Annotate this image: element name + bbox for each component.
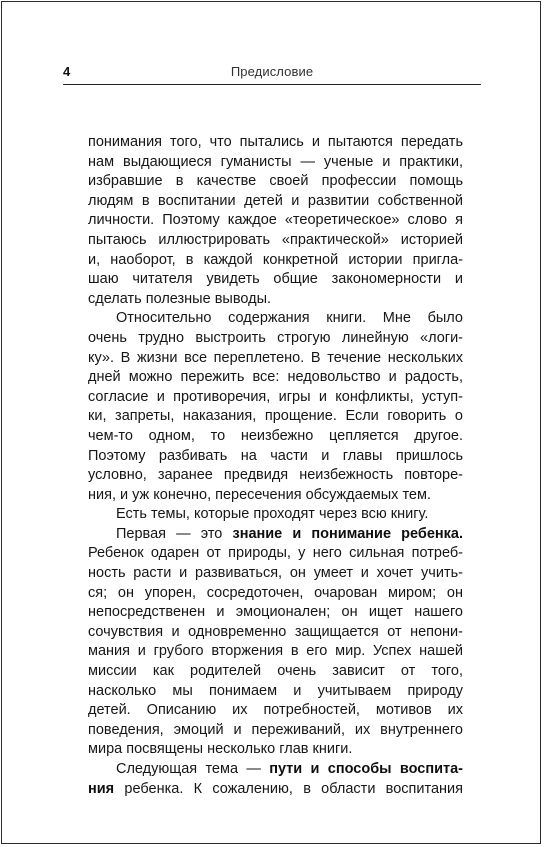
section-title: Предисловие (230, 64, 314, 79)
text-line: людям в воспитании детей и развитии собственной (88, 192, 463, 209)
text-line: избравшие в качестве своей профессии помощь (88, 173, 463, 190)
text-line: личности. Поэтому каждое «теоретическое» слово я (88, 212, 463, 229)
paragraph-start (88, 525, 463, 545)
text-line: ния, и уж конечно, пересечения обсуждаемых тем. (88, 486, 431, 503)
text-line: поведения, эмоций и переживаний, их внутреннего (88, 721, 463, 738)
text-line: Ребенок одарен от природы, у него сильная потреб- (88, 545, 463, 562)
text-line: условно, заранее предвидя неизбежность повторе- (88, 467, 463, 484)
text-run: Следующая тема — (116, 761, 270, 777)
text-line: детей. Описанию их потребностей, мотивов их (88, 702, 463, 719)
running-head (63, 62, 481, 85)
text-line: ку». В жизни все переплетено. В течение нескольких (88, 349, 463, 366)
paragraph-start: Относительно содержания книги. Мне было (116, 310, 463, 327)
text-line: очень трудно выстроить строгую линейную «логи- (88, 329, 463, 346)
text-line: сочувствия и одновременно защищается от непони- (88, 623, 463, 640)
text-run: ребенка. К сожалению, в области воспитания (114, 780, 463, 797)
text-line: пытаюсь иллюстрировать «практической» историей (88, 231, 463, 248)
text-line: ность расти и развиваться, он умеет и хочет учить- (88, 565, 463, 582)
text-line: сделать полезные выводы. (88, 290, 272, 307)
text-line: понимания того, что пытались и пытаются передать (88, 134, 463, 150)
text-line: мира посвящены несколько глав книги. (88, 741, 353, 758)
paragraph-start: Есть темы, которые проходят через всю книгу. (116, 506, 429, 523)
text-line: дней можно пережить все: недовольство и радость, (88, 369, 463, 386)
page-number: 4 (63, 64, 71, 79)
text-line: мания и грубого вторжения в его мир. Успех нашей (88, 643, 463, 660)
text-run: Первая — это (116, 525, 233, 542)
text-line (88, 780, 463, 800)
body-text (88, 133, 463, 799)
text-line: шаю читателя увидеть общие закономерности и (88, 271, 463, 288)
text-line: ки, запреты, наказания, прощение. Если говорить о (88, 408, 463, 425)
text-line: Поэтому разбивать на части и главы пришлось (88, 447, 463, 464)
text-line: и, наоборот, в каждой конкретной истории пригла- (88, 251, 463, 268)
emphasis-text: знание и понимание ребенка. (232, 525, 463, 542)
text-line: непосредственен и эмоционален; он ищет нашего (88, 604, 463, 621)
text-line: чем-то одном, то неизбежно цепляется другое. (88, 427, 463, 444)
text-line: ся; он упорен, сосредоточен, очарован миром; он (88, 584, 463, 601)
text-line: насколько мы понимаем и учитываем природу (88, 682, 463, 699)
text-line: миссии как родителей очень зависит от того, (88, 663, 463, 680)
text-line: согласие и противоречия, игры и конфликты, уступ- (88, 388, 463, 405)
emphasis-text: ния (88, 780, 115, 797)
paragraph-start (88, 760, 463, 780)
text-line: нам выдающиеся гуманисты — ученые и практики, (88, 153, 463, 170)
emphasis-text: пути и способы воспита- (269, 761, 463, 777)
